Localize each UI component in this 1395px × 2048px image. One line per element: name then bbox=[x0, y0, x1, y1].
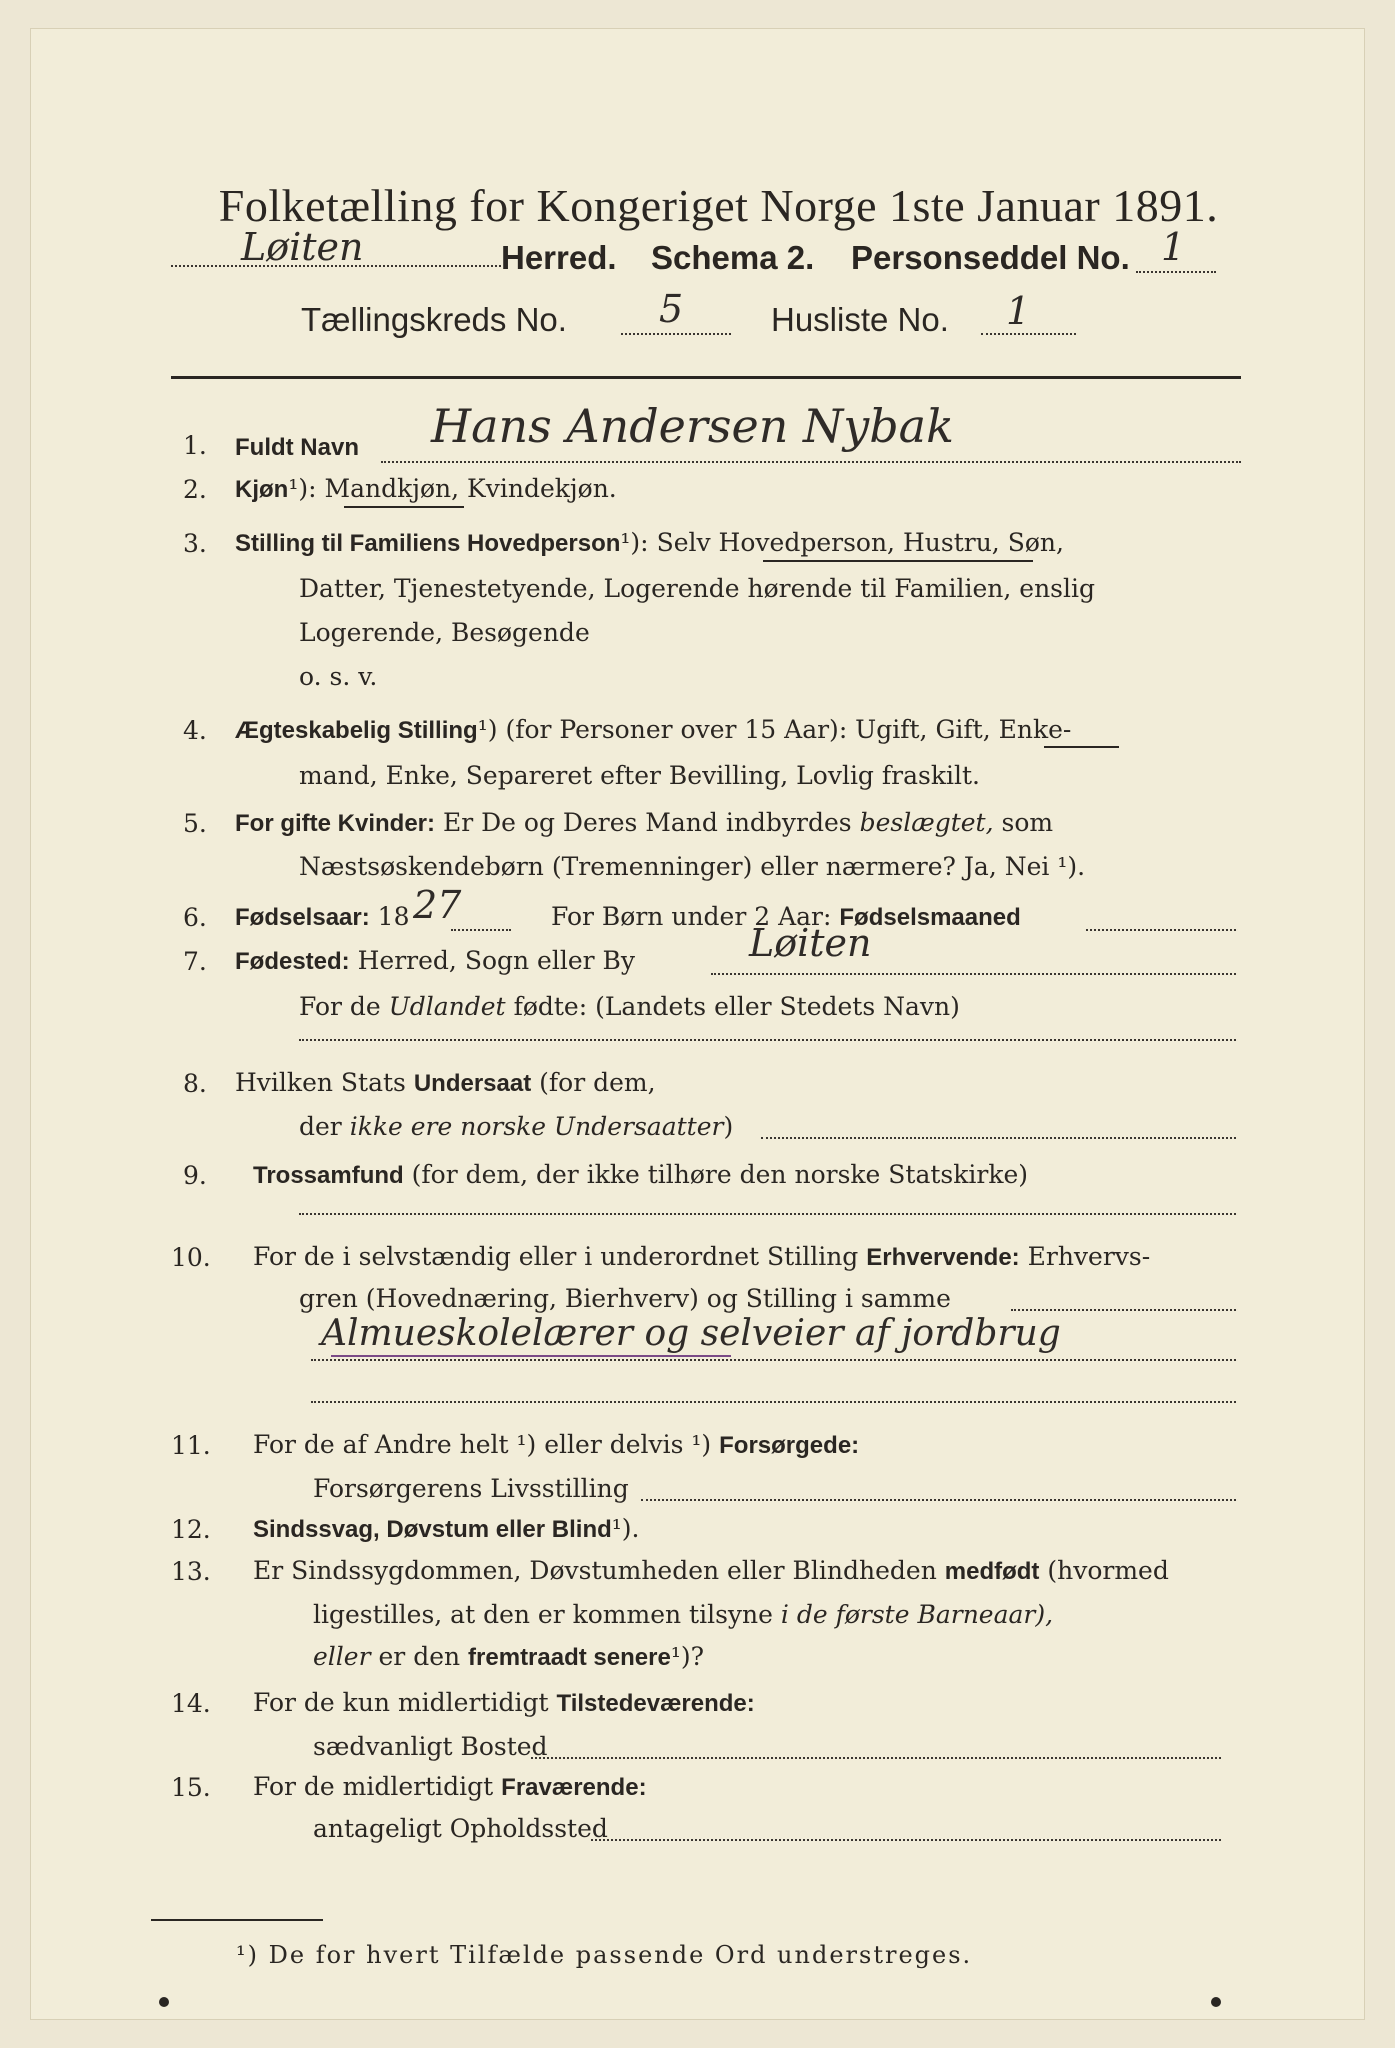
q8-dotted-line bbox=[761, 1137, 1236, 1139]
q7-number: 7. bbox=[183, 947, 207, 976]
husliste-dotted-line bbox=[981, 333, 1076, 335]
q6-dotted-line bbox=[451, 929, 511, 931]
q4-option-selected: Gift, bbox=[935, 715, 991, 744]
tellingskreds-dotted-line bbox=[621, 333, 731, 335]
q13-number: 13. bbox=[171, 1557, 211, 1586]
q13-line2-italic: i de første Barneaar), bbox=[780, 1600, 1054, 1629]
q2-number: 2. bbox=[183, 475, 207, 504]
q7-line2-italic: Udlandet bbox=[388, 992, 506, 1021]
q2-label: Kjøn bbox=[235, 476, 289, 503]
q7-answer: Løiten bbox=[749, 921, 872, 965]
q6-label2: Fødselsmaaned bbox=[839, 904, 1021, 931]
schema-label: Schema 2. bbox=[651, 239, 815, 276]
q14-line2: sædvanligt Bosted bbox=[313, 1732, 548, 1761]
q3-sup: ¹): bbox=[620, 528, 649, 557]
personseddel-value: 1 bbox=[1161, 225, 1186, 269]
q13-text1: Er Sindssygdommen, Døvstumheden eller Blindheden bbox=[253, 1556, 937, 1585]
q15-line2: antageligt Opholdssted bbox=[313, 1814, 608, 1843]
binding-hole-right bbox=[1211, 1997, 1221, 2007]
q11-label: Forsørgede: bbox=[719, 1432, 860, 1459]
q4-text2: Enke- bbox=[998, 715, 1072, 744]
personseddel-label: Personseddel No. bbox=[851, 239, 1130, 276]
q15-label: Fraværende: bbox=[501, 1774, 647, 1801]
q1-label: Fuldt Navn bbox=[235, 434, 359, 461]
q2-option-female: Kvindekjøn. bbox=[467, 474, 617, 503]
herred-label: Herred. bbox=[501, 239, 617, 276]
q9-label: Trossamfund bbox=[253, 1162, 404, 1189]
q13-line3-italic: eller bbox=[313, 1642, 371, 1671]
husliste-value: 1 bbox=[1006, 289, 1031, 333]
q2-underline-mandkjon bbox=[344, 506, 464, 508]
binding-hole-left bbox=[159, 1997, 169, 2007]
husliste-label: Husliste No. bbox=[771, 301, 949, 338]
q5-line2: Næstsøskendebørn (Tremenninger) eller nærmere? Ja, Nei ¹). bbox=[299, 852, 1086, 881]
q13-line2-a: ligestilles, at den er kommen tilsyne bbox=[313, 1600, 773, 1629]
q7-text: Herred, Sogn eller By bbox=[357, 946, 636, 975]
q6-answer: 27 bbox=[413, 883, 462, 927]
form-title: Folketælling for Kongeriget Norge 1ste Januar 1891. bbox=[218, 180, 1219, 231]
q7-line2-b: fødte: (Landets eller Stedets Navn) bbox=[513, 992, 960, 1021]
footnote-rule bbox=[151, 1919, 323, 1921]
q6-month-dotted-line bbox=[1086, 929, 1236, 931]
q4-line2: mand, Enke, Separeret efter Bevilling, Lovlig fraskilt. bbox=[299, 761, 980, 790]
q10-line2: gren (Hovednæring, Bierhverv) og Stilling i samme bbox=[299, 1284, 951, 1313]
q5-text1: Er De og Deres Mand indbyrdes bbox=[442, 808, 852, 837]
q7-dotted-line bbox=[711, 973, 1236, 975]
q6-text: For Børn under 2 Aar: bbox=[551, 902, 832, 931]
q3-line3: Logerende, Besøgende bbox=[299, 618, 590, 647]
q12-number: 12. bbox=[171, 1515, 211, 1544]
q15-number: 15. bbox=[171, 1773, 211, 1802]
q6-year-prefix: 18 bbox=[377, 902, 410, 931]
q3-underline-selv bbox=[763, 560, 1033, 562]
q15-text: For de midlertidigt bbox=[253, 1772, 494, 1801]
q14-text: For de kun midlertidigt bbox=[253, 1688, 549, 1717]
q10-text2: Erhvervs- bbox=[1027, 1242, 1151, 1271]
q5-label: For gifte Kvinder: bbox=[235, 810, 436, 837]
q14-dotted-line bbox=[531, 1757, 1221, 1759]
q8-number: 8. bbox=[183, 1069, 207, 1098]
q6-label: Fødselsaar: bbox=[235, 904, 370, 931]
q4-text1: (for Personer over 15 Aar): Ugift, bbox=[505, 715, 928, 744]
q8-line2-a: der bbox=[299, 1112, 342, 1141]
q6-number: 6. bbox=[183, 903, 207, 932]
q2-option-male: Mandkjøn, bbox=[324, 474, 460, 503]
q13-label: medfødt bbox=[944, 1558, 1040, 1585]
q1-dotted-line bbox=[381, 461, 1241, 463]
q10-dotted-line-3 bbox=[311, 1401, 1236, 1403]
q1-number: 1. bbox=[183, 431, 207, 460]
q12-sup: ¹). bbox=[611, 1514, 640, 1543]
q10-dotted-line-1 bbox=[1011, 1309, 1236, 1311]
q8-text1: Hvilken Stats bbox=[235, 1068, 406, 1097]
q7-foreign-dotted-line bbox=[299, 1039, 1236, 1041]
q11-number: 11. bbox=[171, 1431, 211, 1460]
q13-line3-a: er den bbox=[378, 1642, 461, 1671]
header-rule bbox=[171, 376, 1241, 379]
q1-answer: Hans Andersen Nybak bbox=[431, 399, 954, 453]
q14-label: Tilstedeværende: bbox=[556, 1690, 755, 1717]
q4-sup: ¹) bbox=[477, 715, 498, 744]
q11-text: For de af Andre helt ¹) eller delvis ¹) bbox=[253, 1430, 712, 1459]
tellingskreds-value: 5 bbox=[659, 287, 684, 331]
q2-sup: ¹): bbox=[288, 474, 317, 503]
q12-label: Sindssvag, Døvstum eller Blind bbox=[253, 1516, 612, 1543]
q10-answer: Almueskolelærer og selveier af jordbrug bbox=[321, 1313, 1061, 1354]
q5-number: 5. bbox=[183, 809, 207, 838]
q10-purple-underline bbox=[331, 1355, 731, 1357]
herred-value: Løiten bbox=[241, 225, 364, 269]
q8-label: Undersaat bbox=[413, 1070, 532, 1097]
census-form-page: Folketælling for Kongeriget Norge 1ste Januar 1891. Løiten Herred. Schema 2. Personseddel No. 1 Tællingskreds No. 5 Husliste No. 1 1. Fuldt Navn Hans Andersen Nybak 2. Kjøn¹): Mandkjøn, Kvindekjøn. 3. Stilling til Familiens Hovedperson¹): Selv Hovedperson, Hustru, Søn, Datter, Tjenestetyende, Logerende hørende til Familien, enslig Logerende, Besøgende o. s. v. 4. Ægteskabelig Stilling¹) (for Personer over 15 Aar): Ugift, Gift, Enke- mand, Enke, Separeret efter Bevilling, Lovlig fraskilt. 5. For gifte Kvinder: Er De og Deres Mand indbyrdes beslægtet, som Næstsøskendebørn (Tremenninger) eller nærmere? Ja, Nei ¹). 6. Fødselsaar: 18 27 For Børn under 2 Aar: Fødselsmaaned 7. Fødested: Herred, Sogn eller By Løiten For de Udlandet fødte: (Landets eller Stedets Navn) 8. Hvilken Stats Undersaat (for dem, der ikke ere norske Undersaatter) 9. Trossamfund (for dem, der ikke tilhøre den norske Statskirke) 10. For de i selvstændig eller i underordnet Stilling Erhvervende: Erhvervs- gren (Hovednæring, Bierhverv) og Stilling i samme Almueskolelærer og selveier af jordbrug 11. For de af Andre helt ¹) eller delvis ¹) Forsørgede: Forsørgerens Livsstilling 12. Sindssvag, Døvstum eller Blind¹). 13. Er Sindssygdommen, Døvstumheden eller Blindheden medfødt (hvormed ligestilles, at den er kommen tilsyne i de første Barneaar), eller er den fremtraadt senere¹)? 14. For de kun midlertidigt Tilstedeværende: sædvanligt Bosted 15. For de midlertidigt Fraværende: antageligt Opholdssted ¹) De for hvert Tilfælde passende Ord understreges. bbox=[30, 28, 1365, 2020]
q11-line2: Forsørgerens Livsstilling bbox=[313, 1474, 629, 1503]
q9-text: (for dem, der ikke tilhøre den norske Statskirke) bbox=[411, 1160, 1029, 1189]
q3-line4: o. s. v. bbox=[299, 662, 378, 691]
q3-number: 3. bbox=[183, 529, 207, 558]
q3-line1-rest: Hustru, Søn, bbox=[902, 528, 1064, 557]
q3-label: Stilling til Familiens Hovedperson bbox=[235, 530, 621, 557]
q8-line2-italic: ikke ere norske Undersaatter bbox=[349, 1112, 724, 1141]
q15-dotted-line bbox=[591, 1839, 1221, 1841]
q5-italic: beslægtet, bbox=[859, 808, 994, 837]
footnote: ¹) De for hvert Tilfælde passende Ord understreges. bbox=[236, 1941, 973, 1969]
q8-text2: (for dem, bbox=[539, 1068, 656, 1097]
q5-text2: som bbox=[1001, 808, 1054, 837]
q4-number: 4. bbox=[183, 716, 207, 745]
q13-line3-c: ¹)? bbox=[670, 1642, 704, 1671]
q4-underline-gift bbox=[1044, 746, 1119, 748]
q14-number: 14. bbox=[171, 1689, 211, 1718]
tellingskreds-label: Tællingskreds No. bbox=[301, 301, 567, 338]
q7-line2-a: For de bbox=[299, 992, 381, 1021]
q10-number: 10. bbox=[171, 1243, 211, 1272]
q13-text2: (hvormed bbox=[1047, 1556, 1169, 1585]
q3-option-selected: Selv Hovedperson, bbox=[656, 528, 896, 557]
q10-label: Erhvervende: bbox=[866, 1244, 1020, 1271]
q11-dotted-line bbox=[641, 1499, 1236, 1501]
personseddel-dotted-line bbox=[1136, 271, 1216, 273]
q13-line3-bold: fremtraadt senere bbox=[468, 1644, 671, 1671]
q10-text1: For de i selvstændig eller i underordnet Stilling bbox=[253, 1242, 859, 1271]
q3-line2: Datter, Tjenestetyende, Logerende hørende til Familien, enslig bbox=[299, 574, 1096, 603]
q9-dotted-line bbox=[299, 1213, 1236, 1215]
q4-label: Ægteskabelig Stilling bbox=[235, 717, 478, 744]
q10-dotted-line-2 bbox=[311, 1359, 1236, 1361]
q9-number: 9. bbox=[183, 1161, 207, 1190]
q7-label: Fødested: bbox=[235, 948, 350, 975]
